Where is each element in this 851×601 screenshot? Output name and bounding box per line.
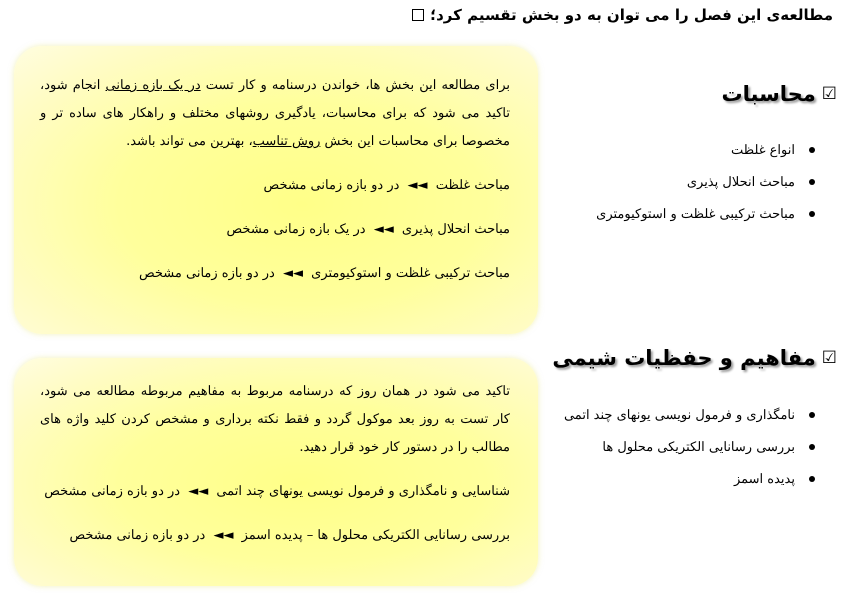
section-title-concepts <box>552 346 837 370</box>
schedule-item: مباحث غلظت ◄◄ در دو بازه زمانی مشخص <box>263 178 510 193</box>
double-arrow-icon: ◄◄ <box>188 484 209 499</box>
list-item: مباحث ترکیبی غلظت و استوکیومتری <box>596 198 815 230</box>
double-arrow-icon: ◄◄ <box>213 528 234 543</box>
page-header <box>412 6 833 24</box>
section-title-text: محاسبات <box>721 82 816 106</box>
checkbox-checked-icon: ☑ <box>821 348 837 368</box>
underlined-phrase: در یک بازه زمانی <box>105 78 201 93</box>
bullet-icon <box>809 444 815 450</box>
bullet-icon <box>809 211 815 217</box>
schedule-item: بررسی رسانایی الکتریکی محلول ها – پدیده اسمز ◄◄ در دو بازه زمانی مشخص <box>69 528 510 543</box>
concepts-note-paragraph: تاکید می شود در همان روز که درسنامه مربوط به مفاهیم مربوطه مطالعه می شود، کار تست به روز بعد موکول گردد و فقط نکته برداری و مشخص کردن کلید واژه های مطالب را در دستور کار خود قرار دهید. <box>40 384 510 455</box>
double-arrow-icon: ◄◄ <box>283 266 303 281</box>
section-title-text: مفاهیم و حفظیات شیمی <box>552 346 816 370</box>
checkbox-checked-icon: ☑ <box>821 84 837 104</box>
bullet-icon <box>809 412 815 418</box>
schedule-item: شناسایی و نامگذاری و فرمول نویسی یونهای چند اتمی ◄◄ در دو بازه زمانی مشخص <box>44 484 510 499</box>
list-item: بررسی رسانایی الکتریکی محلول ها <box>564 431 815 463</box>
double-arrow-icon: ◄◄ <box>407 178 428 193</box>
list-item: انواع غلظت <box>596 134 815 166</box>
bullet-icon <box>809 179 815 185</box>
calculations-note-paragraph: برای مطالعه این بخش ها، خواندن درسنامه و کار تست در یک بازه زمانی انجام شود، تاکید می شود که برای محاسبات، یادگیری روشهای مختلف و راهکار های ساده تر و مخصوصا برای محاسبات این بخش روش تناسب، بهترین می تواند باشد. <box>40 78 510 149</box>
underlined-phrase: روش تناسب <box>252 134 321 149</box>
list-item: پدیده اسمز <box>564 463 815 495</box>
page-title: مطالعه‌ی این فصل را می توان به دو بخش تقسیم کرد؛ <box>430 6 833 24</box>
calculations-note-bubble <box>14 46 538 334</box>
concepts-topic-list <box>564 399 815 495</box>
bullet-icon <box>809 147 815 153</box>
schedule-item: مباحث ترکیبی غلظت و استوکیومتری ◄◄ در دو بازه زمانی مشخص <box>138 266 510 281</box>
section-title-calculations <box>722 82 837 106</box>
calculations-topic-list <box>596 134 815 230</box>
bullet-icon <box>809 476 815 482</box>
double-arrow-icon: ◄◄ <box>373 222 394 237</box>
list-item: مباحث انحلال پذیری <box>596 166 815 198</box>
schedule-item: مباحث انحلال پذیری ◄◄ در یک بازه زمانی مشخص <box>226 222 510 237</box>
list-item: نامگذاری و فرمول نویسی یونهای چند اتمی <box>564 399 815 431</box>
concepts-note-bubble <box>14 358 538 586</box>
square-checkbox-icon <box>412 9 424 21</box>
